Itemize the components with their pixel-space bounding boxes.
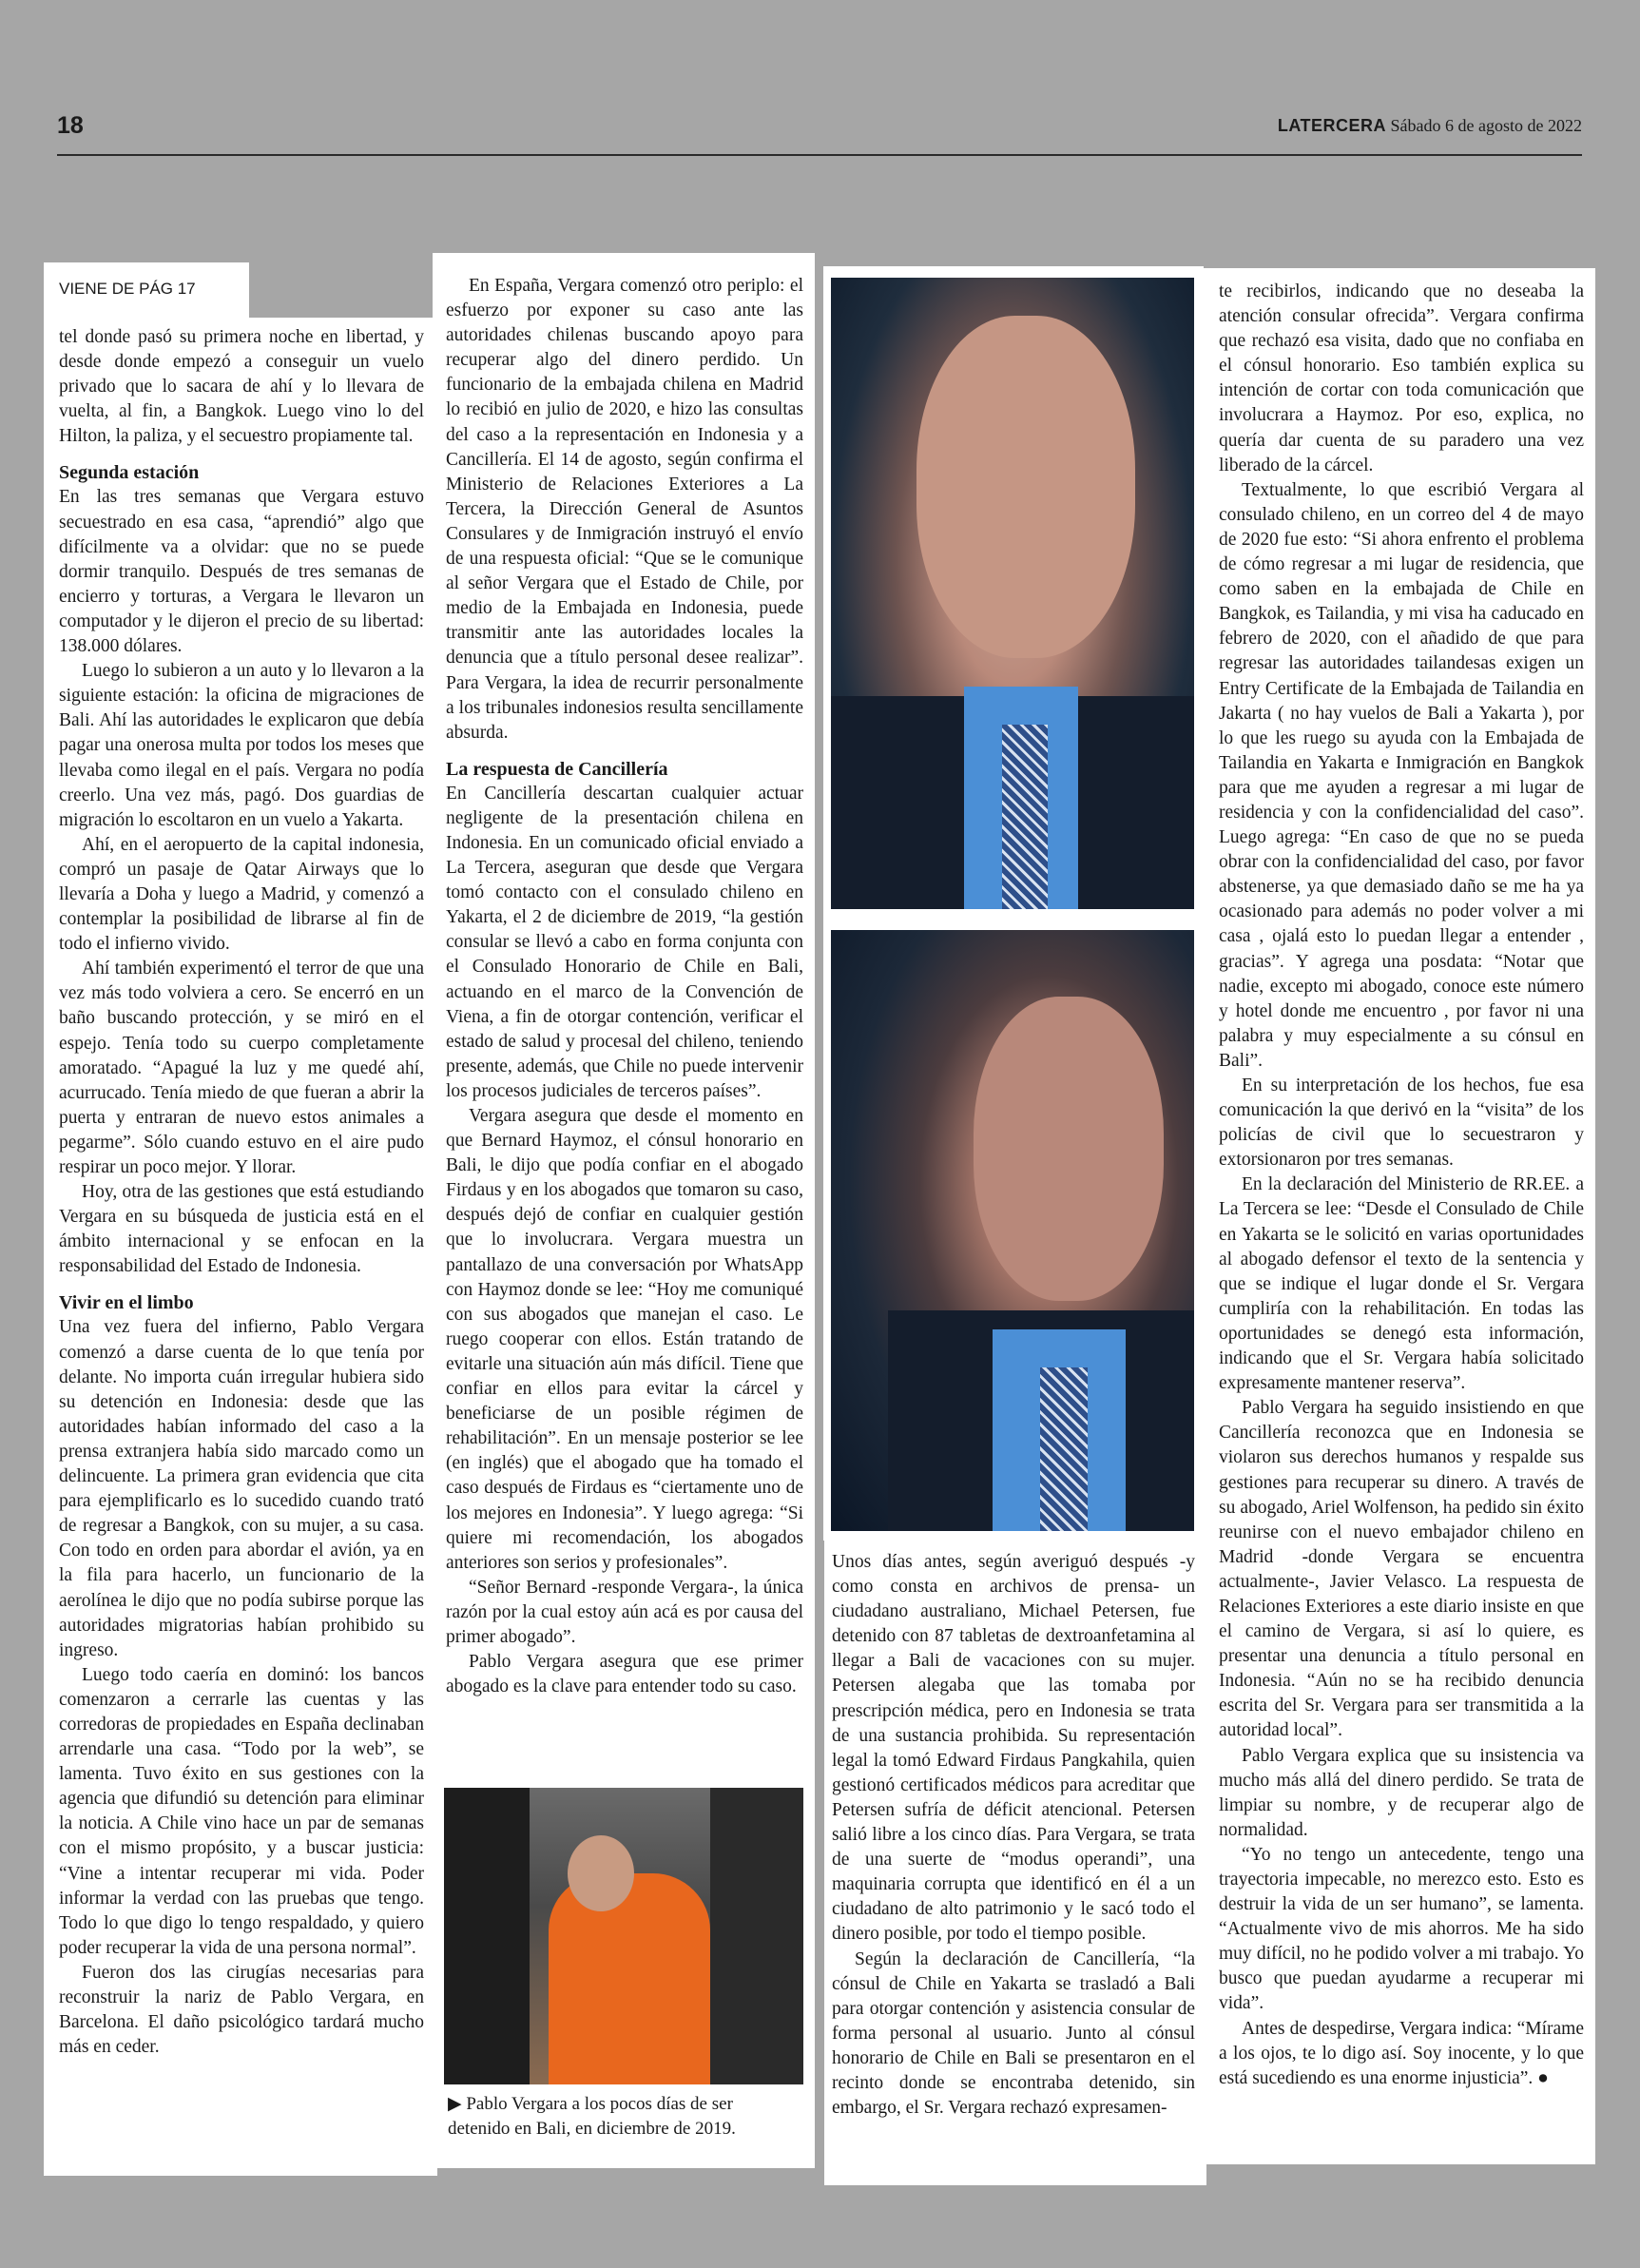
section-heading: La respuesta de Cancillería <box>446 758 668 780</box>
paragraph: Ahí, en el aeropuerto de la capital indonesia, compró un pasaje de Qatar Airways que lo llevaría a Doha y luego a Madrid, y comenzó a contemplar la posibilidad de librarse al fin de todo el infierno vivido. <box>59 834 424 955</box>
paragraph: Luego todo caería en dominó: los bancos comenzaron a cerrarle las cuentas y las corredoras de propiedades en España declinaban arrendarle una casa. “Todo por la web”, se lamenta. Tuvo éxito en sus gestiones con la agencia que difundió su detención para eliminar la noticia. A Chile vino hace un par de semanas con el mismo propósito, y a buscar justicia: “Vine a intentar recuperar mi vida. Poder informar la verdad con las pruebas que tengo. Todo lo que digo lo tengo respaldado, y quiero poder recuperar la vida de una persona normal”. <box>59 1664 424 1958</box>
paragraph: Según la declaración de Cancillería, “la cónsul de Chile en Yakarta se trasladó a Bali para otorgar contención y asistencia consular de forma personal al usuario. Junto al cónsul honorario de Chile en Bali se presentaron en el recinto donde se encontraba detenido, sin embargo, el Sr. Vergara rechazó expresamen- <box>832 1948 1195 2119</box>
paragraph: Unos días antes, según averiguó después -y como consta en archivos de prensa- un ciudadano australiano, Michael Petersen, fue detenido con 87 tabletas de dextroanfetamina al llegar a Bali de vacaciones con su mujer. Petersen alegaba que las tomaba por prescripción médica, pero en Indonesia se trata de una sustancia prohibida. Su representación legal la tomó Edward Firdaus Pangkahila, quien gestionó certificados médicos para acreditar que Petersen sufría de déficit atencional. Petersen salió libre a los cinco días. Para Vergara, se trata de una suerte de “modus operandi”, una maquinaria corrupta que identificó en él a un ciudadano de alto patrimonio y le sacó todo el dinero posible, por todo el tiempo posible. <box>832 1552 1195 1945</box>
section-heading: Segunda estación <box>59 462 200 484</box>
arrest-photo-image <box>444 1788 803 2084</box>
paragraph: “Señor Bernard -responde Vergara-, la única razón por la cual estoy aún acá es por causa del primer abogado”. <box>446 1577 803 1647</box>
column-2 <box>433 253 815 1774</box>
paragraph: En la declaración del Ministerio de RR.EE. a La Tercera se lee: “Desde el Consulado de Chile en Yakarta se le solicitó en varias oportunidades al abogado defensor el texto de la sentencia y que se indique el lugar donde el Sr. Vergara cumpliría con la rehabilitación. En todas las oportunidades se denegó esta información, indicando que el Sr. Vergara había solicitado expresamente mantener reserva”. <box>1219 1174 1584 1394</box>
photo-caption: ▶ Pablo Vergara a los pocos días de ser detenido en Bali, en diciembre de 2019. <box>448 2094 736 2139</box>
portrait-photo-1 <box>823 266 1204 922</box>
paragraph: En Cancillería descartan cualquier actuar negligente de la presentación chilena en Indonesia. En un comunicado oficial enviado a La Tercera, aseguran que desde que Vergara tomó contacto con el consulado chileno en Yakarta, el 2 de diciembre de 2019, “la gestión consular se llevó a cabo en forma conjunta con el Consulado Honorario de Chile en Bali, actuando en el marco de la Convención de Viena, a fin de otorgar contención, verificar el estado de salud y procesal del chileno, teniendo presente, además, que Chile no puede intervenir los procesos judiciales de terceros países”. <box>446 783 803 1101</box>
paragraph: Pablo Vergara ha seguido insistiendo en que Cancillería reconozca que en Indonesia se violaron sus derechos humanos y respalde sus gestiones para recuperar su dinero. A través de su abogado, Ariel Wolfenson, ha pedido sin éxito reunirse con el nuevo embajador chileno en Madrid -donde Vergara se encuentra actualmente-, Javier Velasco. La respuesta de Relaciones Exteriores a este diario insiste en que el camino de Vergara, si así lo quiere, es presentar una denuncia a título personal en Indonesia. “Aún no se ha recibido denuncia escrita del Sr. Vergara para ser transmitida a la autoridad local”. <box>1219 1398 1584 1741</box>
portrait-photo-2 <box>823 922 1204 1541</box>
page-number: 18 <box>57 112 84 139</box>
paragraph: Antes de despedirse, Vergara indica: “Mírame a los ojos, te lo digo así. Soy inocente, y lo que está sucediendo es una enorme injusticia”. ● <box>1219 2018 1584 2088</box>
paragraph: tel donde pasó su primera noche en libertad, y desde donde empezó a conseguir un vuelo privado que lo sacara de ahí y lo llevara de vuelta, al fin, a Bangkok. Luego vino lo del Hilton, la paliza, y el secuestro propiamente tal. <box>59 327 424 447</box>
paragraph: Vergara asegura que desde el momento en que Bernard Haymoz, el cónsul honorario en Bali, le dijo que podía confiar en el abogado Firdaus y en los abogados que tomaron su caso, después dejó de confiar en cualquier gestión que lo involucrara. Vergara muestra un pantallazo de una conversación por WhatsApp con Haymoz donde se lee: “Hoy me comuniqué con sus abogados que manejan el caso. Le ruego cooperar con ellos. Están tratando de evitarle una situación aún más difícil. Tiene que confiar en ellos para evitar la cárcel y beneficiarse de un posible régimen de rehabilitación”. En un mensaje posterior se lee (en inglés) que el abogado que ha tomado el caso después de Firdaus es “ciertamente uno de los mejores en Indonesia”. Y luego agrega: “Si quiere mi recomendación, los abogados anteriores son serios y profesionales”. <box>446 1106 803 1573</box>
paragraph: “Yo no tengo un antecedente, tengo una trayectoria impecable, no merezco esto. Esto es destruir la vida de un ser humano”, se lamenta. “Actualmente vivo de mis ahorros. Me ha sido muy difícil, no he podido volver a mi trabajo. Yo busco que puedan ayudarme a recuperar mi vida”. <box>1219 1844 1584 2014</box>
page-header <box>57 112 1582 156</box>
paragraph: Luego lo subieron a un auto y lo llevaron a la siguiente estación: la oficina de migraciones de Bali. Ahí las autoridades le explicaron que debía pagar una onerosa multa por todos los meses que llevaba como ilegal en el país. Vergara no podía creerlo. Una vez más, pagó. Dos guardias de migración lo escoltaron en un vuelo a Yakarta. <box>59 661 424 830</box>
portrait-photo-1-image <box>831 278 1194 909</box>
paragraph: En las tres semanas que Vergara estuvo secuestrado en esa casa, “aprendió” algo que difícilmente va a olvidar: que no se puede dormir tranquilo. Después de tres semanas de encierro y torturas, a Vergara le llevaron un computador y le dijeron el precio de su libertad: 138.000 dólares. <box>59 487 424 657</box>
paragraph: Pablo Vergara asegura que ese primer abogado es la clave para entender todo su caso. <box>446 1652 803 1697</box>
column-4 <box>1204 268 1595 2164</box>
section-heading: Vivir en el limbo <box>59 1292 194 1314</box>
continued-from-label: VIENE DE PÁG 17 <box>44 262 249 318</box>
brand-name: LATERCERA <box>1277 116 1387 135</box>
paragraph: Textualmente, lo que escribió Vergara al consulado chileno, en un correo del 4 de mayo de 2020 fue esto: “Si ahora enfrento el problema de cómo regresar a mi lugar de residencia, que como saben en la embajada de Chile en Bangkok, es Tailandia, y mi visa ha caducado en febrero de 2020, con el añadido de que para regresar las autoridades tailandesas exigen un Entry Certificate de la Embajada de Tailandia en Jakarta ( no hay vuelos de Bali a Yakarta ), por lo que les ruego su ayuda con la Embajada de Tailandia en Yakarta e Inmigración en Bangkok para que me ayuden a regresar a mi lugar de residencia y con la confidencialidad del caso”. Luego agrega: “En caso de que no se pueda obrar con la confidencialidad del caso, por favor abstenerse, ya que demasiado daño se me ha ya ocasionado para además no poder volver a mi casa , ojalá esto lo puedan llegar a entender , gracias”. Y agrega una posdata: “Notar que nadie, excepto mi abogado, conoce este número y hotel donde me encuentro , por favor ni una palabra y muy especialmente a su cónsul en Bali”. <box>1219 479 1584 1071</box>
paragraph: Pablo Vergara explica que su insistencia va mucho más allá del dinero perdido. Se trata de limpiar su nombre, y de recuperar algo de normalidad. <box>1219 1745 1584 1840</box>
paragraph: Fueron dos las cirugías necesarias para reconstruir la nariz de Pablo Vergara, en Barcelona. El daño psicológico tardará mucho más en ceder. <box>59 1962 424 2058</box>
issue-date: Sábado 6 de agosto de 2022 <box>1390 116 1582 135</box>
paragraph: Hoy, otra de las gestiones que está estudiando Vergara en su búsqueda de justicia está en el ámbito internacional y se enfocan en la responsabilidad del Estado de Indonesia. <box>59 1182 424 1277</box>
paragraph: En su interpretación de los hechos, fue esa comunicación la que derivó en la “visita” de los policías de civil que lo secuestraron y extorsionaron por tres semanas. <box>1219 1076 1584 1171</box>
masthead <box>1278 116 1582 136</box>
paragraph: te recibirlos, indicando que no deseaba la atención consular ofrecida”. Vergara confirma que rechazó esa visita, dado que no confiaba en el cónsul honorario. Eso también explica su intención de cortar con toda comunicación que involucrara a Haymoz. Por eso, explica, no quería dar cuenta de su paradero una vez liberado de la cárcel. <box>1219 281 1584 475</box>
column-1 <box>44 318 437 2176</box>
arrest-photo <box>433 1769 815 2168</box>
paragraph: Una vez fuera del infierno, Pablo Vergara comenzó a darse cuenta de lo que tenía por delante. No importa cuán irregular hubiera sido su detención en Indonesia: desde que las autoridades habían informado del caso a la prensa extranjera había sido marcado como un delincuente. La primera gran evidencia que cita para ejemplificarlo es lo sucedido cuando trató de regresar a Bangkok, con su mujer, a su casa. Con todo en orden para abordar el avión, ya en la fila para hacerlo, un funcionario de la aerolínea le dijo que no podía subirse porque las autoridades migratorias habían prohibido su ingreso. <box>59 1317 424 1660</box>
paragraph: Ahí también experimentó el terror de que una vez más todo volviera a cero. Se encerró en un baño buscando protección, y se miró en el espejo. Tenía todo su cuerpo completamente amoratado. “Apagué la luz y me quedé ahí, acurrucado. Tenía miedo de que fueran a abrir la puerta y entraran de nuevo estos animales a pegarme”. Sólo cuando estuvo en el aire pudo respirar un poco mejor. Y llorar. <box>59 959 424 1177</box>
paragraph: En España, Vergara comenzó otro periplo: el esfuerzo por exponer su caso ante las autoridades chilenas buscando apoyo para recuperar algo del dinero perdido. Un funcionario de la embajada chilena en Madrid lo recibió en julio de 2020, e hizo las consultas del caso a la representación en Indonesia y a Cancillería. El 14 de agosto, según confirma el Ministerio de Relaciones Exteriores a La Tercera, la Dirección General de Asuntos Consulares y de Inmigración instruyó el envío de una respuesta oficial: “Que se le comunique al señor Vergara que el Estado de Chile, por medio de la Embajada en Indonesia, puede transmitir ante las autoridades locales la denuncia que a título personal desee realizar”. Para Vergara, la idea de recurrir personalmente a los tribunales indonesios resulta sencillamente absurda. <box>446 276 803 743</box>
portrait-photo-2-image <box>831 930 1194 1531</box>
column-3 <box>824 1531 1206 2185</box>
